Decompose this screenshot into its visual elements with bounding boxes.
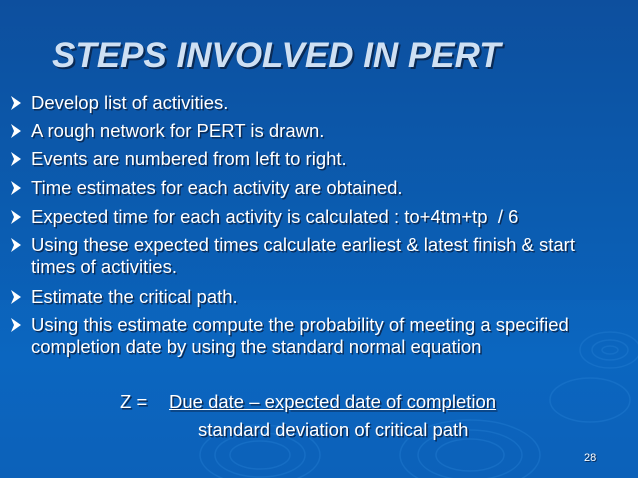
arrow-bullet-icon: [10, 238, 22, 252]
bullet-item: [0, 234, 620, 278]
bullet-text: Events are numbered from left to right.: [31, 148, 347, 169]
arrow-bullet-icon: [10, 152, 22, 166]
bullet-text: Using this estimate compute the probability of meeting a specified completion date by using the standard normal equation: [31, 314, 569, 357]
bullet-text: Estimate the critical path.: [31, 286, 238, 307]
slide-number: 28: [584, 452, 597, 464]
bullet-item: [0, 177, 620, 199]
formula-numerator: Due date – expected date of completion: [169, 391, 497, 412]
formula-denominator: standard deviation of critical path: [198, 419, 469, 440]
bullet-text: Develop list of activities.: [31, 92, 229, 113]
arrow-bullet-icon: [10, 181, 22, 195]
bullet-item: [0, 148, 620, 170]
bullet-text: Using these expected times calculate earliest & latest finish & start times of activities.: [31, 234, 575, 277]
bullet-item: [0, 120, 620, 142]
bullet-item: [0, 92, 620, 114]
arrow-bullet-icon: [10, 124, 22, 138]
slide-title: STEPS INVOLVED IN PERT: [52, 36, 501, 75]
arrow-bullet-icon: [10, 318, 22, 332]
formula-lhs: Z =: [120, 391, 148, 412]
arrow-bullet-icon: [10, 96, 22, 110]
bullet-text: Expected time for each activity is calculated : to+4tm+tp / 6: [31, 206, 519, 227]
arrow-bullet-icon: [10, 290, 22, 304]
bullet-text: A rough network for PERT is drawn.: [31, 120, 325, 141]
bullet-item: [0, 314, 620, 380]
bullet-text: Time estimates for each activity are obtained.: [31, 177, 403, 198]
bullet-item: [0, 206, 620, 228]
bullet-item: [0, 286, 620, 308]
arrow-bullet-icon: [10, 210, 22, 224]
